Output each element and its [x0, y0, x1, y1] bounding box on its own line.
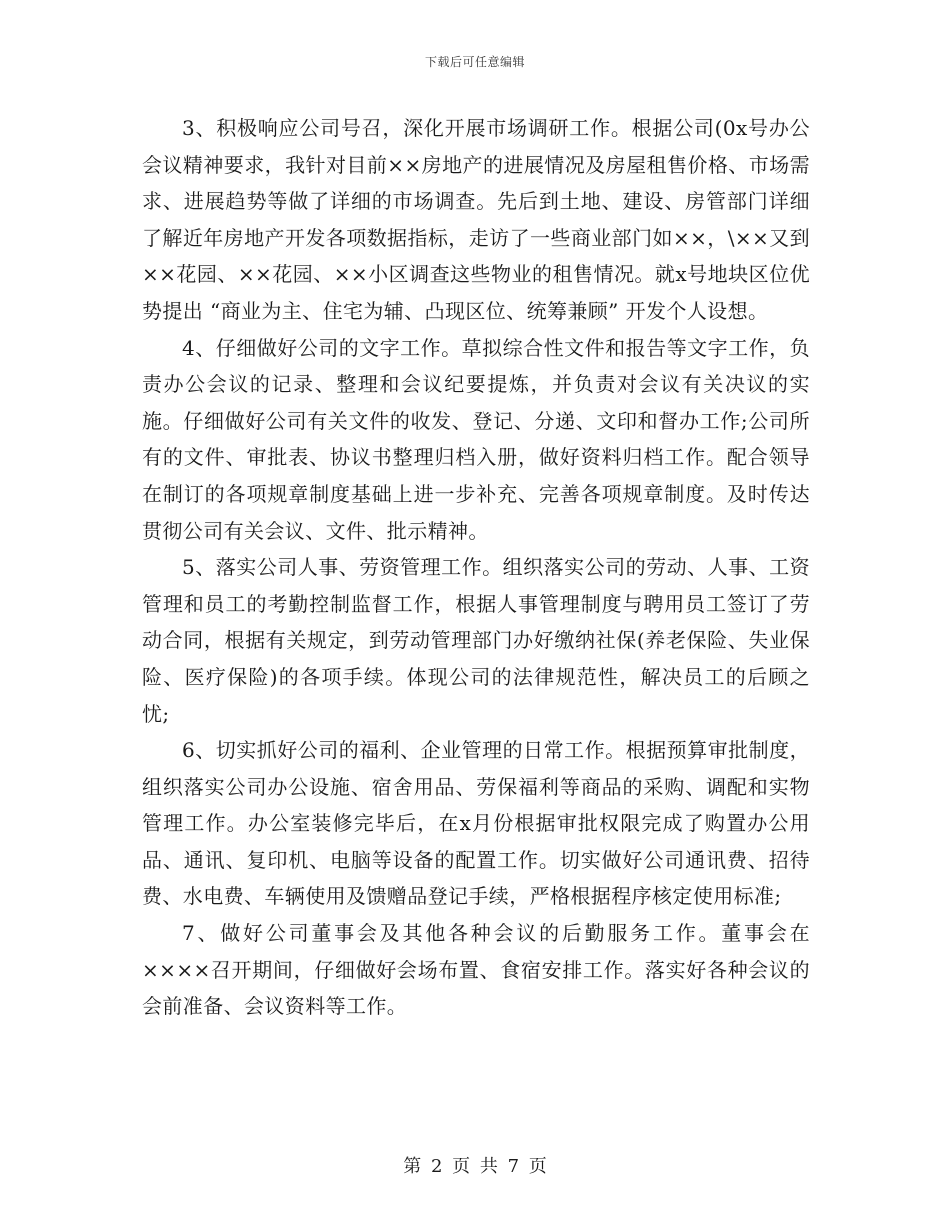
paragraph-item-6: 6、切实抓好公司的福利、企业管理的日常工作。根据预算审批制度，组织落实公司办公设施、宿舍用品、劳保福利等商品的采购、调配和实物管理工作。办公室装修完毕后，在x月份根据审批权限完成了购置办公用品、通讯、复印机、电脑等设备的配置工作。切实做好公司通讯费、招待费、水电费、车辆使用及馈赠品登记手续，严格根据程序核定使用标准;: [142, 738, 810, 909]
page-header: 下载后可任意编辑: [424, 55, 525, 69]
paragraph-item-4: 4、仔细做好公司的文字工作。草拟综合性文件和报告等文字工作，负责办公会议的记录、整理和会议纪要提炼，并负责对会议有关决议的实施。仔细做好公司有关文件的收发、登记、分递、文印和督办工作;公司所有的文件、审批表、协议书整理归档入册，做好资料归档工作。配合领导在制订的各项规章制度基础上进一步补充、完善各项规章制度。及时传达贯彻公司有关会议、文件、批示精神。: [142, 335, 810, 543]
paragraph-item-5: 5、落实公司人事、劳资管理工作。组织落实公司的劳动、人事、工资管理和员工的考勤控制监督工作，根据人事管理制度与聘用员工签订了劳动合同，根据有关规定，到劳动管理部门办好缴纳社保(养老保险、失业保险、医疗保险)的各项手续。体现公司的法律规范性，解决员工的后顾之忧;: [142, 555, 810, 726]
paragraph-item-7: 7、做好公司董事会及其他各种会议的后勤服务工作。董事会在××××召开期间，仔细做好会场布置、食宿安排工作。落实好各种会议的会前准备、会议资料等工作。: [142, 921, 810, 1019]
paragraph-item-3: 3、积极响应公司号召，深化开展市场调研工作。根据公司(0x号办公会议精神要求，我针对目前××房地产的进展情况及房屋租售价格、市场需求、进展趋势等做了详细的市场调查。先后到土地、建设、房管部门详细了解近年房地产开发各项数据指标，走访了一些商业部门如××，\××又到××花园、××花园、××小区调查这些物业的租售情况。就x号地块区位优势提出 “商业为主、住宅为辅、凸现区位、统筹兼顾” 开发个人设想。: [142, 116, 810, 323]
document-body: [142, 110, 810, 1025]
page-number-footer: 第 2 页 共 7 页: [403, 1156, 547, 1177]
